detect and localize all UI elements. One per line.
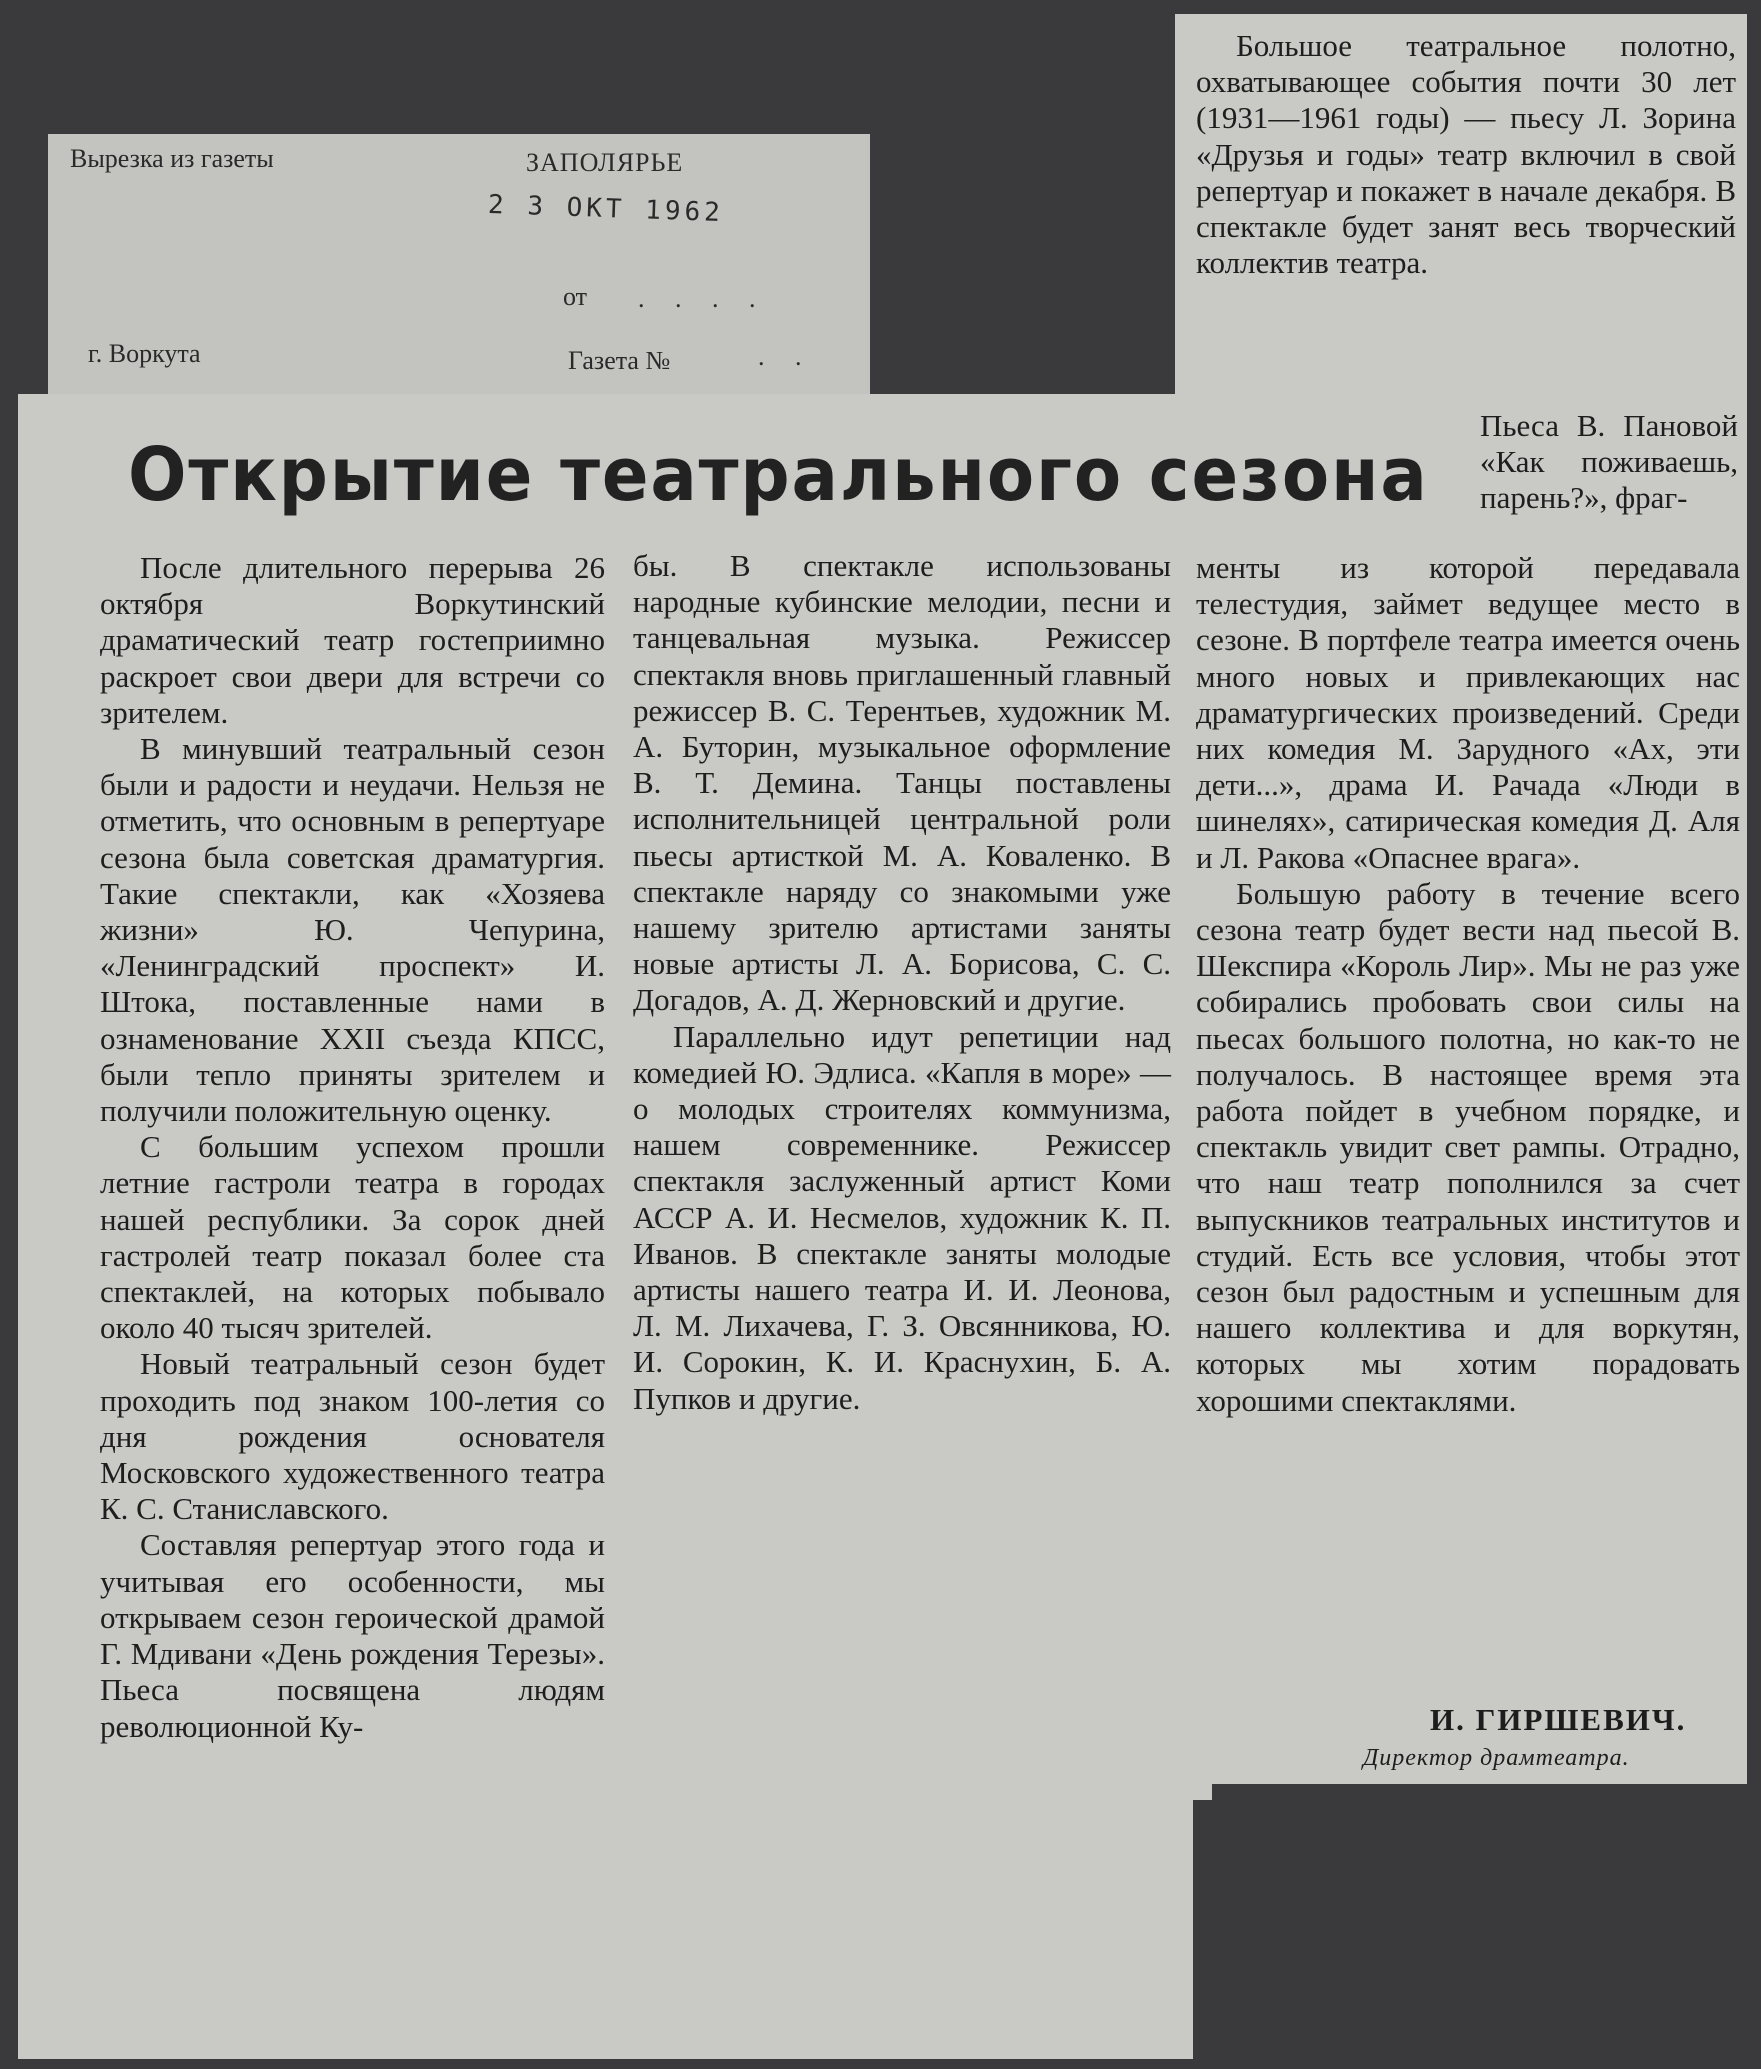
paragraph: Большую работу в течение всего сезона театр будет вести над пьесой В. Шекспира «Король Лир». Мы не раз уже собирались пробовать свои силы на пьесах большого полотна, но как-то не получалось. В настоящее время эта работа пойдет в учебном порядке, и спектакль увидит свет рампы. Отрадно, что наш театр пополнился за счет выпускников театральных институтов и студий. Есть все условия, чтобы этот сезон был радостным и успешным для нашего коллектива и для воркутян, которых мы хотим порадовать хорошими спектаклями. <box>1196 875 1740 1418</box>
author-title: Директор драмтеатра. <box>1363 1745 1630 1771</box>
article-column-intro-right <box>1480 408 1738 517</box>
article-column-3 <box>1196 550 1740 1419</box>
paragraph: С большим успехом прошли летние гастроли театра в городах нашей республики. За сорок дней гастролей театр показал более ста спектаклей, на которых побывало около 40 тысяч зрителей. <box>100 1129 605 1346</box>
paragraph: Пьеса В. Пановой «Как поживаешь, парень?», фраг- <box>1480 408 1738 516</box>
newspaper-name: ЗАПОЛЯРЬЕ <box>526 148 684 177</box>
clipping-header-slip <box>48 134 870 404</box>
paragraph: Большое театральное полотно, охватывающее события почти 30 лет (1931—1961 годы) — пьесу Л. Зорина «Друзья и годы» театр включил в свой репертуар и покажет в начале декабря. В спектакле будет занят весь творческий коллектив театра. <box>1196 28 1736 281</box>
paragraph: Новый театральный сезон будет проходить под знаком 100-летия со дня рождения основателя Московского художественного театра К. С. Станиславского. <box>100 1346 605 1527</box>
middle-column-sheet <box>612 1700 1212 1800</box>
paragraph: В минувший театральный сезон были и радости и неудачи. Нельзя не отметить, что основным в репертуаре сезона была советская драматургия. Такие спектакли, как «Хозяева жизни» Ю. Чепурина, «Ленинградский проспект» И. Штока, поставленные нами в ознаменование XXII съезда КПСС, были тепло приняты зрителем и получили положительную оценку. <box>100 731 605 1129</box>
author-signature: И. ГИРШЕВИЧ. <box>1430 1702 1687 1737</box>
city-label: г. Воркута <box>88 339 201 368</box>
paragraph: Составляя репертуар этого года и учитывая его особенности, мы открываем сезон героической драмой Г. Мдивани «День рождения Терезы». Пьеса посвящена людям революционной Ку- <box>100 1527 605 1744</box>
issue-label: Газета № <box>568 346 671 375</box>
paragraph: бы. В спектакле использованы народные кубинские мелодии, песни и танцевальная музыка. Режиссер спектакля вновь приглашенный главный режиссер В. С. Терентьев, художник М. А. Буторин, музыкальное оформление В. Т. Демина. Танцы поставлены исполнительницей центральной роли пьесы артисткой М. А. Коваленко. В спектакле наряду со знакомыми уже нашему зрителю артистами заняты новые артисты Л. А. Борисова, С. С. Догадов, А. Д. Жерновский и другие. <box>633 548 1171 1018</box>
article-column-1 <box>100 550 605 1745</box>
article-column-top-right <box>1196 28 1736 281</box>
article-column-2 <box>633 548 1171 1417</box>
clipping-label: Вырезка из газеты <box>70 144 274 173</box>
paragraph: После длительного перерыва 26 октября Воркутинский драматический театр гостеприимно раскроет свои двери для встречи со зрителем. <box>100 550 605 730</box>
paragraph: менты из которой передавала телестудия, займет ведущее место в сезоне. В портфеле театра имеется очень много новых и привлекающих нас драматургических произведений. Среди них комедия М. Зарудного «Ах, эти дети...», драма И. Рачада «Люди в шинелях», сатирическая комедия Д. Аля и Л. Ракова «Опаснее врага». <box>1196 550 1740 875</box>
date-stamp: 2 3 ОКТ 1962 <box>487 189 725 229</box>
issue-dots: . . <box>758 342 814 371</box>
from-dots: . . . . <box>638 284 768 313</box>
paragraph: Параллельно идут репетиции над комедией Ю. Эдлиса. «Капля в море» — о молодых строителях коммунизма, нашем современнике. Режиссер спектакля заслуженный артист Коми АССР А. И. Несмелов, художник К. П. Иванов. В спектакле заняты молодые артисты нашего театра И. И. Леонова, Л. М. Лихачева, Г. З. Овсянникова, Ю. И. Сорокин, К. И. Краснухин, Б. А. Пупков и другие. <box>633 1018 1171 1416</box>
article-headline: Открытие театрального сезона <box>128 432 1429 518</box>
from-label: от <box>563 282 588 311</box>
